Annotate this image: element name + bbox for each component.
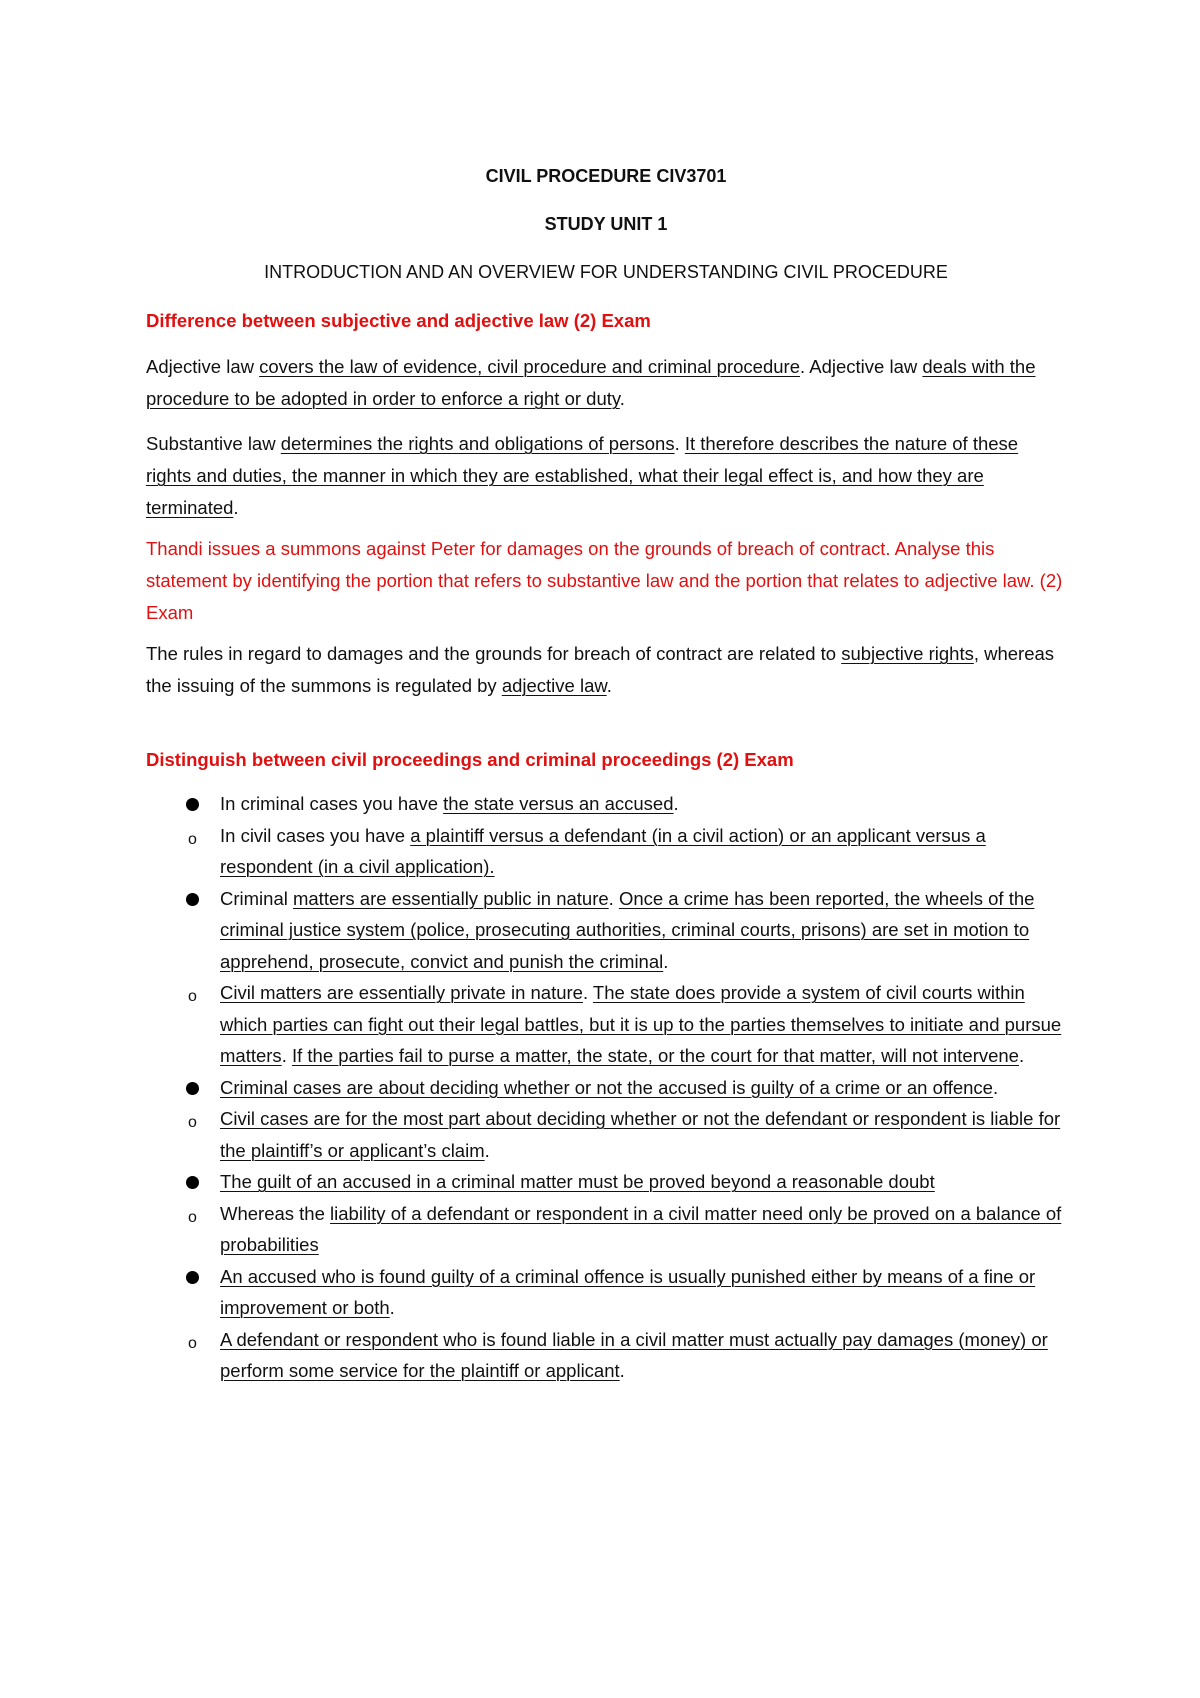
bullet-circle-icon: o	[188, 1114, 197, 1131]
paragraph-adjective-law: Adjective law covers the law of evidence, civil procedure and criminal procedure. Adjective law deals with the procedure to be adopted in order to enforce a right or duty.	[146, 356, 1036, 409]
comparison-list	[146, 788, 1066, 1387]
list-item: Criminal cases are about deciding whether or not the accused is guilty of a crime or an offence.	[146, 1072, 1066, 1104]
list-item: o A defendant or respondent who is found liable in a civil matter must actually pay damages (money) or perform some service for the plaintiff or applicant.	[188, 1328, 1048, 1381]
section-heading-adjective-law: Difference between subjective and adjective law (2) Exam	[146, 310, 651, 331]
exam-question-thandi: Thandi issues a summons against Peter for damages on the grounds of breach of contract. Analyse this statement by identifying the portion that refers to substantive law and the portion that relates to adjective law. (2) Exam	[146, 538, 1063, 623]
list-item: o Civil matters are essentially private in nature. The state does provide a system of civil courts within which parties can fight out their legal battles, but it is up to the parties themselves to initiate and pursue matters. If the parties fail to purse a matter, the state, or the court for that matter, will not intervene.	[188, 982, 1062, 1066]
bullet-dot-icon	[186, 1271, 199, 1284]
bullet-dot-icon	[186, 1176, 199, 1189]
bullet-circle-icon: o	[188, 1334, 197, 1352]
section-heading-civil-vs-criminal: Distinguish between civil proceedings and criminal proceedings (2) Exam	[146, 749, 794, 770]
list-item: o In civil cases you have a plaintiff versus a defendant (in a civil action) or an applicant versus a respondent (in a civil application).	[188, 824, 986, 877]
list-item: In criminal cases you have the state versus an accused.	[146, 788, 1066, 820]
list-item: The guilt of an accused in a criminal matter must be proved beyond a reasonable doubt	[146, 1166, 1066, 1198]
study-unit-label: STUDY UNIT 1	[544, 214, 668, 234]
list-item: Criminal matters are essentially public in nature. Once a crime has been reported, the wheels of the criminal justice system (police, prosecuting authorities, criminal courts, prisons) are set in motion to apprehend, prosecute, convict and punish the criminal.	[146, 883, 1066, 978]
bullet-circle-icon: o	[188, 1208, 197, 1226]
bullet-dot-icon	[186, 798, 199, 811]
list-item: o Whereas the liability of a defendant or respondent in a civil matter need only be proved on a balance of probabilities	[188, 1202, 1062, 1255]
list-item: An accused who is found guilty of a criminal offence is usually punished either by means of a fine or improvement or both.	[146, 1261, 1066, 1324]
paragraph-substantive-law: Substantive law determines the rights and obligations of persons. It therefore describes the nature of these rights and duties, the manner in which they are established, what their legal effect is, and how they are terminated.	[146, 433, 1019, 518]
list-item: o Civil cases are for the most part about deciding whether or not the defendant or respondent is liable for the plaintiff’s or applicant’s claim.	[188, 1108, 1061, 1161]
document-subtitle: INTRODUCTION AND AN OVERVIEW FOR UNDERSTANDING CIVIL PROCEDURE	[264, 262, 948, 282]
bullet-circle-icon: o	[188, 830, 197, 848]
bullet-circle-icon: o	[188, 988, 197, 1005]
exam-answer-thandi: The rules in regard to damages and the grounds for breach of contract are related to subjective rights, whereas the issuing of the summons is regulated by adjective law.	[146, 643, 1055, 696]
document-title: CIVIL PROCEDURE CIV3701	[485, 166, 727, 186]
bullet-dot-icon	[186, 893, 199, 906]
bullet-dot-icon	[186, 1082, 199, 1095]
